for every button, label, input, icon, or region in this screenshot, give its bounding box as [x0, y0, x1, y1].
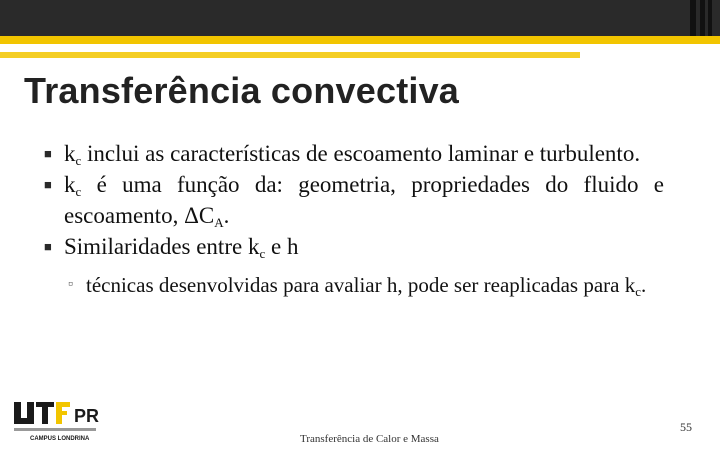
bullet-2-text: é uma função da: geometria, propriedades do fluido e escoamento, ΔC	[64, 172, 664, 228]
footer-text: Transferência de Calor e Massa	[300, 433, 439, 445]
bullet-2-end: .	[223, 203, 230, 228]
bullet-2-pre: k	[64, 172, 76, 197]
bullet-3-text: e h	[265, 234, 299, 259]
top-decoration-bar	[0, 0, 720, 36]
bullet-3	[44, 231, 664, 262]
bullet-1-text: inclui as características de escoamento laminar e turbulento.	[81, 141, 641, 166]
sub-bullet-sub: c	[635, 284, 642, 299]
bullet-2	[44, 169, 664, 231]
bullet-1-pre: k	[64, 141, 76, 166]
logo-campus: CAMPUS LONDRINA	[30, 436, 90, 442]
bullet-1-sub: c	[75, 153, 82, 168]
sub-bullet-end: .	[641, 273, 647, 297]
utfpr-logo	[12, 400, 112, 442]
bullet-2-sub: c	[75, 184, 82, 199]
bullet-2-sub2: A	[214, 215, 224, 230]
slide-title: Transferência convectiva	[24, 70, 460, 111]
bullet-3-sub: c	[259, 246, 266, 261]
svg-text:PR: PR	[74, 406, 100, 426]
sub-bullet	[68, 270, 664, 300]
sub-bullet-text: técnicas desenvolvidas para avaliar h, pode ser reaplicadas para k	[86, 273, 636, 297]
page-number: 55	[680, 420, 692, 434]
accent-line-secondary	[0, 52, 580, 58]
bullet-3-pre: Similaridades entre k	[64, 234, 260, 259]
accent-line	[0, 36, 720, 44]
bullet-list	[44, 138, 664, 300]
bullet-1	[44, 138, 664, 169]
